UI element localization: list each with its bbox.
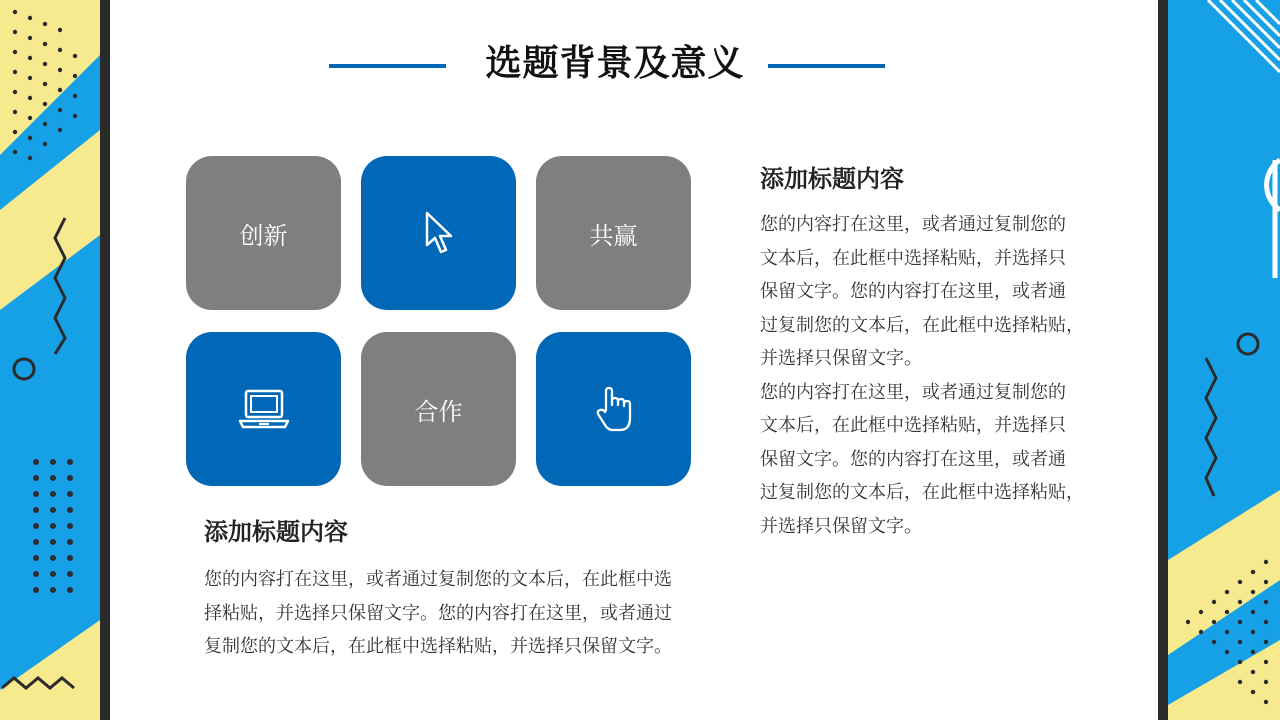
right-block-line: 文本后，在此框中选择粘贴，并选择只	[760, 247, 1066, 269]
bottom-block-line: 择粘贴，并选择只保留文字。您的内容打在这里，或者通过	[204, 602, 672, 624]
left-decoration-art	[0, 0, 110, 720]
right-block-line: 保留文字。您的内容打在这里，或者通	[760, 448, 1066, 470]
tile-pointer-hand	[536, 332, 691, 486]
tile-cooperation	[361, 332, 516, 486]
tile-cooperation-label: 合作	[414, 397, 463, 426]
right-block-line: 过复制您的文本后，在此框中选择粘贴，	[760, 482, 1084, 503]
pointing-hand-icon	[596, 386, 632, 432]
right-block-line: 文本后，在此框中选择粘贴，并选择只	[760, 415, 1066, 436]
right-block-heading: 添加标题内容	[760, 165, 904, 193]
bottom-block-line: 复制您的文本后，在此框中选择粘贴，并选择只保留文字。	[204, 636, 672, 657]
tile-cursor	[361, 156, 516, 310]
right-decorative-strip	[1158, 0, 1280, 720]
tile-win-win	[536, 156, 691, 310]
bottom-block-paragraph	[204, 563, 704, 664]
right-block-line: 过复制您的文本后，在此框中选择粘贴，	[760, 314, 1084, 336]
right-block-line: 保留文字。您的内容打在这里，或者通	[760, 281, 1066, 302]
right-block-line: 您的内容打在这里，或者通过复制您的	[760, 381, 1066, 403]
right-block-line: 您的内容打在这里，或者通过复制您的	[760, 214, 1066, 235]
left-decorative-strip	[0, 0, 110, 720]
tile-innovation	[186, 156, 341, 310]
title-row	[0, 38, 1280, 94]
bottom-block-heading: 添加标题内容	[204, 518, 348, 546]
cursor-arrow-icon	[424, 211, 454, 255]
right-block-line: 并选择只保留文字。	[760, 515, 922, 537]
tile-laptop	[186, 332, 341, 486]
right-block-line: 并选择只保留文字。	[760, 348, 922, 369]
title-line-left	[329, 64, 446, 68]
title-line-right	[768, 64, 885, 68]
page-title: 选题背景及意义	[485, 43, 745, 84]
right-block-paragraph	[760, 208, 1105, 543]
tile-innovation-label: 创新	[239, 221, 288, 250]
right-decoration-art	[1158, 0, 1280, 720]
bottom-block-line: 您的内容打在这里，或者通过复制您的文本后，在此框中选	[204, 569, 672, 590]
laptop-icon	[237, 387, 291, 431]
tile-win-win-label: 共赢	[589, 221, 638, 250]
